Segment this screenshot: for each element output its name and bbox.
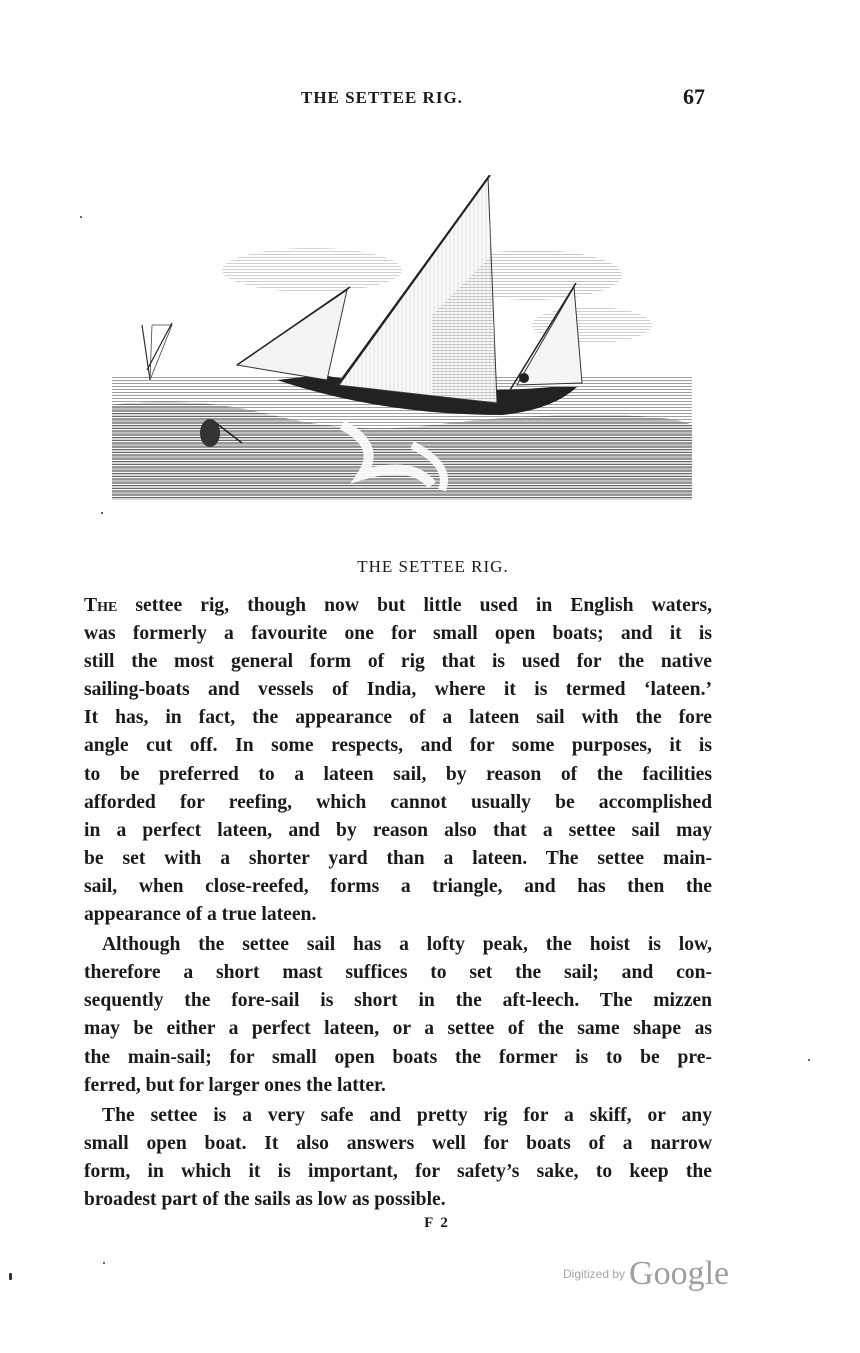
- text-line: sequently the fore-sail is short in the aft-leech. The mizzen: [84, 990, 712, 1012]
- body-text: [84, 592, 712, 1216]
- scan-speck: [103, 1262, 105, 1264]
- scan-speck: [80, 216, 82, 218]
- text-line: angle cut off. In some respects, and for some purposes, it is: [84, 735, 712, 757]
- sailboat-engraving-icon: [112, 175, 692, 505]
- scan-speck: [101, 512, 103, 514]
- text-line: sailing-boats and vessels of India, where it is termed ‘lateen.’: [84, 679, 712, 701]
- page-number: 67: [683, 84, 705, 109]
- text-line: The settee rig, though now but little used in English waters,: [84, 595, 712, 616]
- scan-speck: [9, 1273, 12, 1280]
- text-line: the main-sail; for small open boats the former is to be pre-: [84, 1046, 712, 1068]
- text-line: still the most general form of rig that is used for the native: [84, 651, 712, 673]
- text-line: appearance of a true lateen.: [84, 904, 317, 926]
- scan-speck: [808, 1059, 810, 1061]
- watermark-prefix: Digitized by: [563, 1267, 626, 1281]
- text-line: be set with a shorter yard than a lateen. The settee main-: [84, 847, 712, 869]
- text-line: may be either a perfect lateen, or a settee of the same shape as: [84, 1018, 712, 1040]
- text-line: ferred, but for larger ones the latter.: [84, 1074, 386, 1096]
- text-line: sail, when close-reefed, forms a triangle, and has then the: [84, 875, 712, 897]
- text-line: form, in which it is important, for safety’s sake, to keep the: [84, 1160, 712, 1182]
- signature-mark: F 2: [424, 1215, 450, 1231]
- text-line: small open boat. It also answers well for boats of a narrow: [84, 1132, 712, 1154]
- paragraph-2: [84, 931, 712, 1100]
- running-title: THE SETTEE RIG.: [301, 88, 463, 107]
- text-line: The settee is a very safe and pretty rig for a skiff, or any: [102, 1104, 712, 1126]
- settee-rig-illustration: [112, 175, 692, 505]
- text-line: afforded for reefing, which cannot usually be accomplished: [84, 791, 712, 813]
- paragraph-1: [84, 592, 712, 929]
- lead-word: The: [84, 595, 118, 616]
- text-line: broadest part of the sails as low as possible.: [84, 1188, 446, 1210]
- paragraph-3: [84, 1102, 712, 1214]
- text-line: was formerly a favourite one for small open boats; and it is: [84, 623, 712, 645]
- running-head: [0, 84, 860, 114]
- text-line: to be preferred to a lateen sail, by reason of the facilities: [84, 763, 712, 785]
- digitized-watermark: [563, 1255, 729, 1293]
- text-line: It has, in fact, the appearance of a lateen sail with the fore: [84, 707, 712, 729]
- text-line: therefore a short mast suffices to set the sail; and con-: [84, 962, 712, 984]
- figure-caption: THE SETTEE RIG.: [357, 557, 509, 576]
- watermark-brand: Google: [629, 1255, 730, 1292]
- text-line: in a perfect lateen, and by reason also that a settee sail may: [84, 819, 712, 841]
- text-line: Although the settee sail has a lofty peak, the hoist is low,: [102, 934, 712, 956]
